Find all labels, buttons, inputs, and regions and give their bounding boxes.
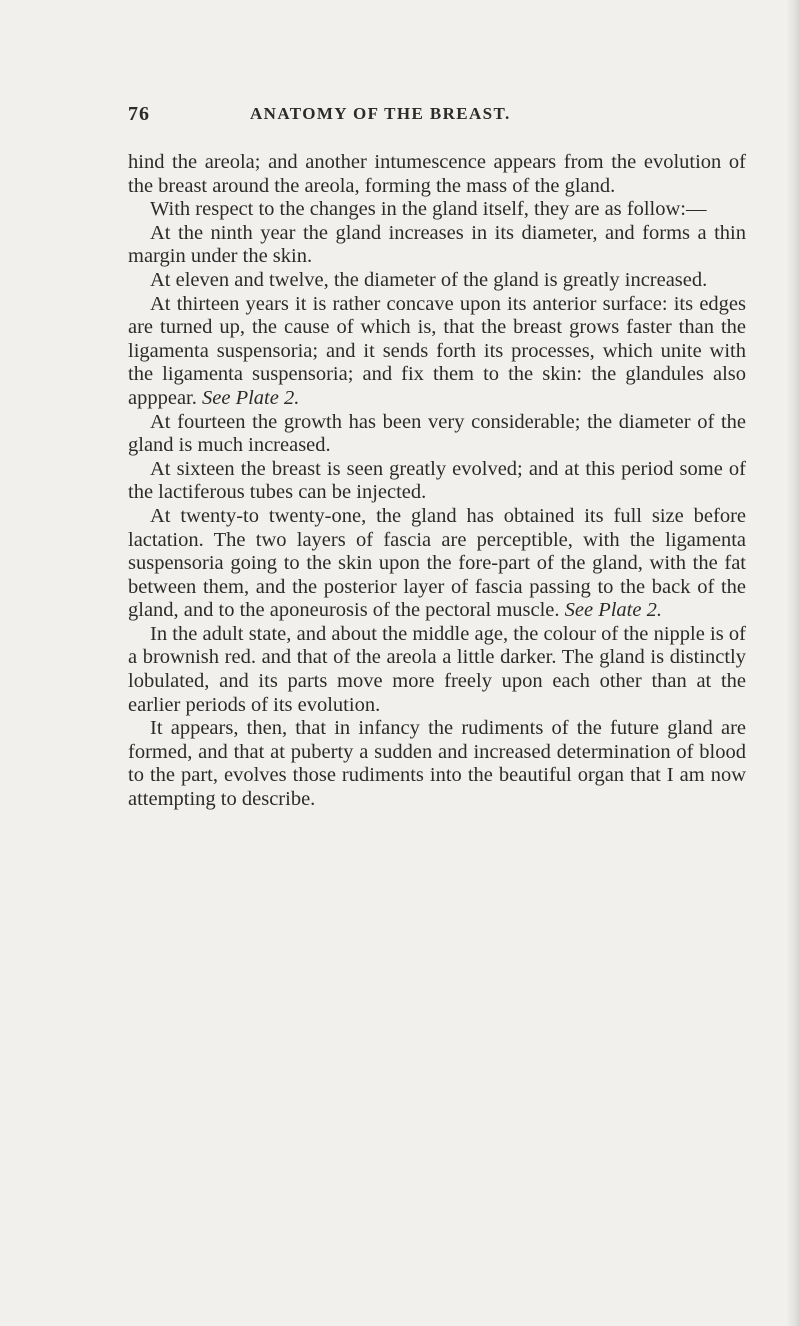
paragraph: [128, 717, 746, 811]
running-head: [128, 103, 728, 127]
paragraph-text: It appears, then, that in infancy the rudiments of the future gland are formed, and that at puberty a sudden and increased determination of blood to the part, evolves those rudiments into the beautiful organ that I am now attempting to describe.: [128, 717, 746, 811]
paragraph-text: At fourteen the growth has been very considerable; the diameter of the gland is much increased.: [128, 410, 746, 457]
paragraph: [128, 458, 746, 505]
paragraph-text: With respect to the changes in the gland itself, they are as follow:—: [150, 198, 707, 221]
paragraph: [128, 505, 746, 623]
paragraph: [128, 269, 746, 293]
paragraph: [128, 293, 746, 411]
running-head-title: ANATOMY OF THE BREAST.: [250, 104, 511, 123]
paragraph-text: At thirteen years it is rather concave upon its anterior surface: its edges are turned up, the cause of which is, that the breast grows faster than the ligamenta suspensoria; and it sends forth its processes, which unite with the ligamenta suspensoria; and fix them to the skin: the glandules also apppear.: [128, 292, 746, 409]
plate-reference: See Plate 2.: [202, 386, 300, 409]
paragraph-text: In the adult state, and about the middle age, the colour of the nipple is of a brownish red. and that of the areola a little darker. The gland is distinctly lobulated, and its parts move more freely upon each other than at the earlier periods of its evolution.: [128, 622, 746, 716]
page-edge-shadow: [786, 0, 800, 1326]
page-number: 76: [128, 103, 150, 125]
paragraph-text: At sixteen the breast is seen greatly evolved; and at this period some of the lactiferous tubes can be injected.: [128, 457, 746, 504]
paragraph: [128, 151, 746, 198]
paragraph-text: hind the areola; and another intumescence appears from the evolution of the breast around the areola, forming the mass of the gland.: [128, 151, 746, 197]
paragraph: [128, 623, 746, 717]
paragraph: [128, 198, 746, 222]
paragraph: [128, 411, 746, 458]
paragraph: [128, 222, 746, 269]
plate-reference: See Plate 2.: [564, 599, 662, 622]
paragraph-text: At twenty-to twenty-one, the gland has obtained its full size before lactation. The two layers of fascia are perceptible, with the ligamenta suspensoria going to the skin upon the fore-part of the gland, with the fat between them, and the posterior layer of fascia passing to the back of the gland, and to the aponeurosis of the pectoral muscle.: [128, 504, 746, 622]
paragraph-text: At the ninth year the gland increases in its diameter, and forms a thin margin under the skin.: [128, 221, 746, 268]
body-text: [128, 151, 746, 812]
paragraph-text: At eleven and twelve, the diameter of the gland is greatly increased.: [150, 268, 708, 291]
